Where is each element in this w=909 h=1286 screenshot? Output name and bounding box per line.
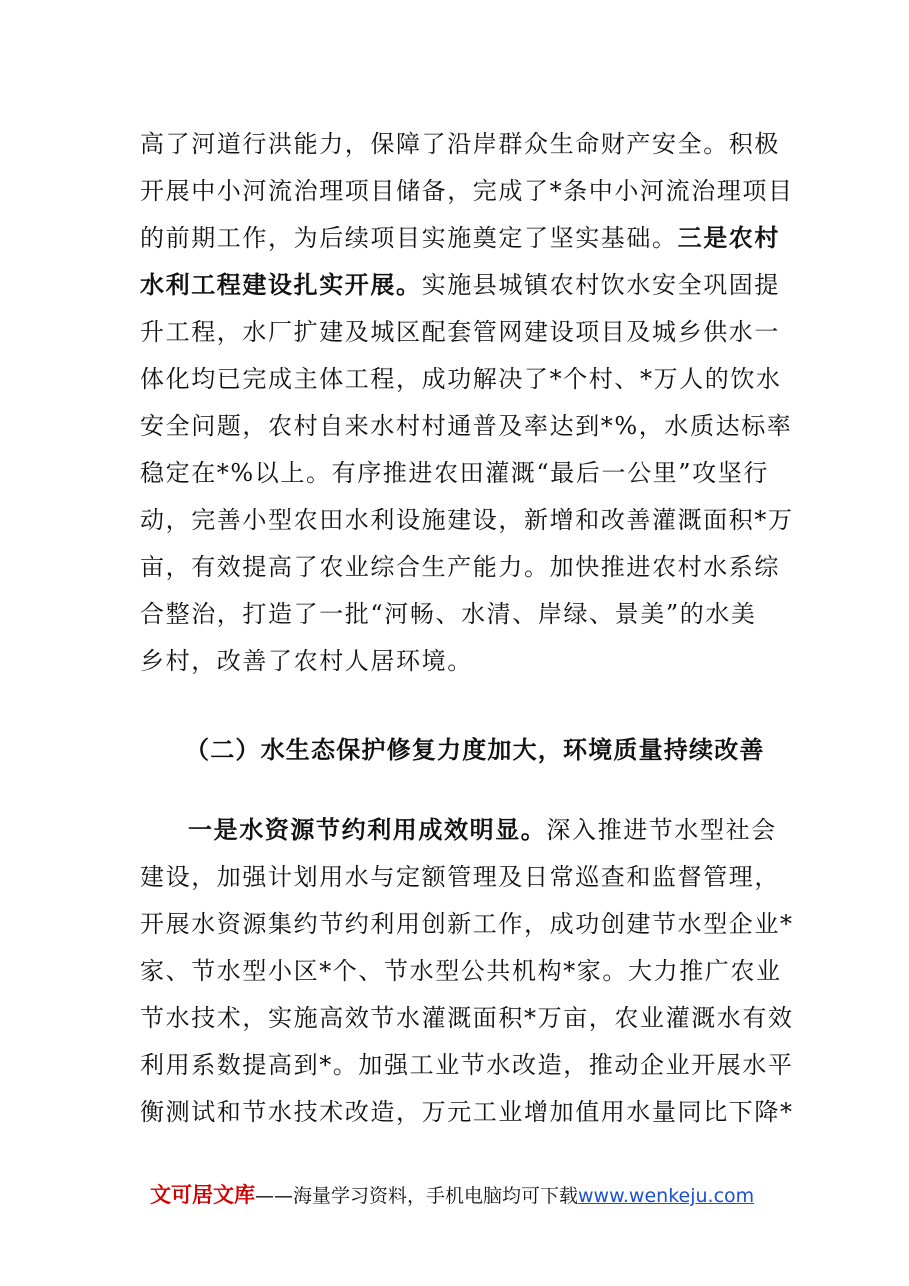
text-line: 高了河道行洪能力，保障了沿岸群众生命财产安全。积极 <box>140 130 780 158</box>
bold-lead: 一是水资源节约利用成效明显。 <box>188 815 547 844</box>
text-line: 节水技术，实施高效节水灌溉面积*万亩，农业灌溉水有效 <box>140 1004 794 1032</box>
text-line: 亩，有效提高了农业综合生产能力。加快推进农村水系综 <box>140 553 780 581</box>
text-line: 安全问题，农村自来水村村通普及率达到*%，水质达标率 <box>140 412 793 440</box>
text-line: 开展水资源集约节约利用创新工作，成功创建节水型企业* <box>140 910 794 938</box>
footer-url-link[interactable]: www.wenkeju.com <box>578 1185 755 1207</box>
text-line: 衡测试和节水技术改造，万元工业增加值用水量同比下降* <box>140 1098 794 1126</box>
text-line: 体化均已完成主体工程，成功解决了*个村、*万人的饮水 <box>140 365 782 393</box>
text-line <box>188 815 788 845</box>
footer-tagline: ——海量学习资料，手机电脑均可下载 <box>255 1185 579 1207</box>
text-line <box>140 270 780 300</box>
text-line: 乡村，改善了农村人居环境。 <box>140 647 473 675</box>
text-run: 的前期工作，为后续项目实施奠定了坚实基础。 <box>140 224 678 252</box>
bold-lead: 三是农村 <box>677 223 781 252</box>
text-line: 利用系数提高到*。加强工业节水改造，推动企业开展水平 <box>140 1051 794 1079</box>
text-run: 深入推进节水型社会 <box>546 816 777 844</box>
text-line: 稳定在*%以上。有序推进农田灌溉“最后一公里”攻坚行 <box>140 459 769 487</box>
text-line: 建设，加强计划用水与定额管理及日常巡查和监督管理， <box>140 863 780 891</box>
text-line: 动，完善小型农田水利设施建设，新增和改善灌溉面积*万 <box>140 506 794 534</box>
text-line: 家、节水型小区*个、节水型公共机构*家。大力推广农业 <box>140 957 782 985</box>
section-heading: （二）水生态保护修复力度加大，环境质量持续改善 <box>185 735 765 764</box>
footer-banner <box>150 1182 770 1209</box>
text-line: 开展中小河流治理项目储备，完成了*条中小河流治理项目 <box>140 177 794 205</box>
text-line: 升工程，水厂扩建及城区配套管网建设项目及城乡供水一 <box>140 318 780 346</box>
text-line: 合整治，打造了一批“河畅、水清、岸绿、景美”的水美 <box>140 600 757 628</box>
footer-brand: 文可居文库 <box>150 1183 255 1207</box>
bold-lead: 水利工程建设扎实开展。 <box>140 270 422 299</box>
text-run: 实施县城镇农村饮水安全巩固提 <box>421 271 781 299</box>
text-line <box>140 223 780 253</box>
